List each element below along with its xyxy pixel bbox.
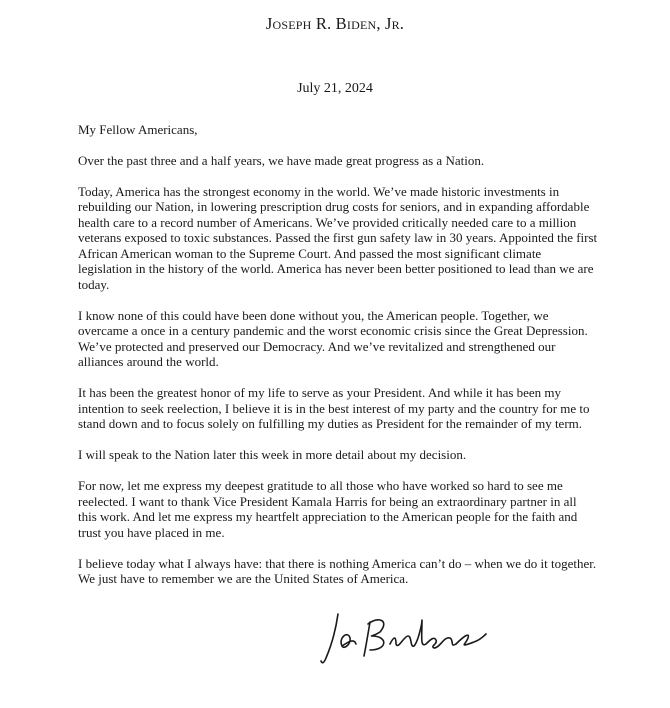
paragraph-progress: Over the past three and a half years, we have made great progress as a Nation. (78, 152, 485, 168)
signature-stroke (390, 620, 456, 648)
paragraph-stand-down: It has been the greatest honor of my life to serve as your President. And while it has been my intention to seek reelection, I believe it is in the best interest of my party and the country for me to stand down and to focus solely on fulfilling my duties as President for the remainder of my term. (78, 385, 590, 431)
letter-date: July 21, 2024 (297, 81, 373, 96)
paragraph-american-people: I know none of this could have been done without you, the American people. Together, we overcame a once in a century pandemic and the worst economic crisis since the Great Depression. We’ve protected and preserved our Democracy. And we’ve revitalized and strengthened our alliances around the world. (78, 307, 588, 369)
letter-body (78, 122, 598, 602)
letterhead-name: Joseph R. Biden, Jr. (265, 14, 405, 33)
paragraph-gratitude: For now, let me express my deepest gratitude to all those who have worked so hard to see me reelected. I want to thank Vice President Kamala Harris for being an extraordinary partner in all this work. And let me express my heartfelt appreciation to the American people for the faith and trust you have placed in me. (78, 478, 578, 540)
signature-stroke (456, 634, 486, 645)
signature-stroke (341, 635, 356, 648)
paragraph-speak-to-nation: I will speak to the Nation later this week in more detail about my decision. (78, 447, 467, 462)
paragraph-closing: I believe today what I always have: that there is nothing America can’t do – when we do it together. We just have to remember we are the United States of America. (78, 555, 597, 586)
paragraph-economy: Today, America has the strongest economy in the world. We’ve made historic investments in rebuilding our Nation, in lowering prescription drug costs for seniors, and in expanding affordable health care to a record number of Americans. We’ve provided critically needed care to a million veterans exposed to toxic substances. Passed the first gun safety law in 30 years. Appointed the first African American woman to the Supreme Court. And passed the most significant climate legislation in the history of the world. America has never been better positioned to lead than we are today. (78, 183, 598, 292)
signature-stroke (321, 614, 338, 663)
signature-image (318, 606, 490, 668)
salutation: My Fellow Americans, (78, 122, 198, 137)
signature-stroke (364, 622, 370, 656)
